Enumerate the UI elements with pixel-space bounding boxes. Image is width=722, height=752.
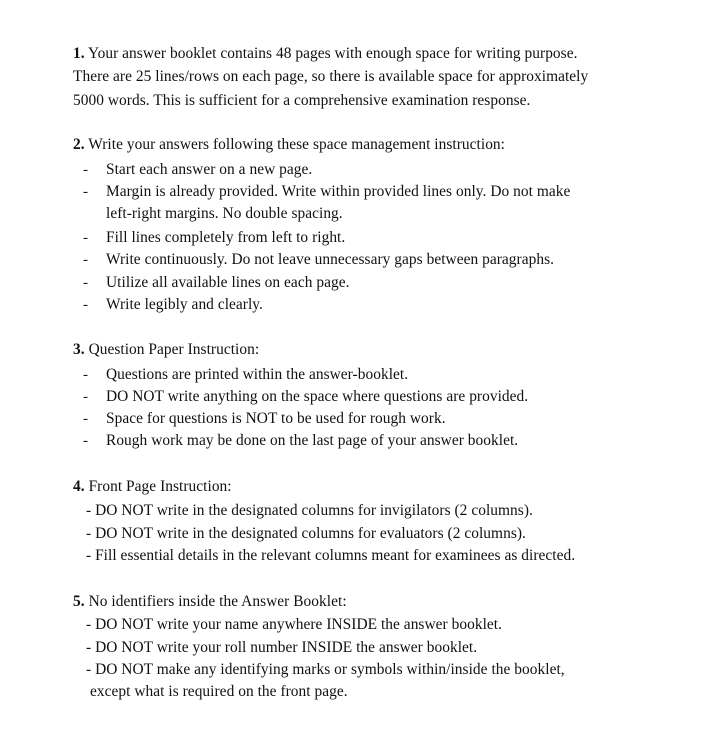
section-5-item-1: - DO NOT write your name anywhere INSIDE the answer booklet. (86, 616, 503, 633)
section-3-heading-line (73, 339, 259, 361)
section-3-bullet-1: Questions are printed within the answer-booklet. (106, 366, 409, 383)
section-2-bullet-3-marker: - (83, 230, 88, 246)
section-2-bullet-2-line-2: left-right margins. No double spacing. (106, 205, 343, 222)
section-2-bullet-2-marker: - (83, 184, 88, 200)
section-2-bullet-6-marker: - (83, 297, 88, 313)
section-5-item-3-continued: except what is required on the front page. (90, 683, 348, 700)
section-1-line-2: There are 25 lines/rows on each page, so there is available space for approximately (73, 68, 589, 85)
section-3-bullet-3: Space for questions is NOT to be used for rough work. (106, 410, 446, 427)
section-4-number: 4. (73, 478, 85, 495)
section-1-line-1 (73, 43, 578, 65)
section-2-bullet-6: Write legibly and clearly. (106, 296, 263, 313)
section-3-bullet-3-marker: - (83, 411, 88, 427)
section-2-number: 2. (73, 136, 85, 153)
section-2-bullet-2-line-1: Margin is already provided. Write within provided lines only. Do not make (106, 183, 571, 200)
section-1-text-1: Your answer booklet contains 48 pages with enough space for writing purpose. (87, 45, 578, 62)
section-4-item-2: - DO NOT write in the designated columns for evaluators (2 columns). (86, 525, 526, 542)
section-2-bullet-3: Fill lines completely from left to right. (106, 229, 346, 246)
section-3-number: 3. (73, 341, 85, 358)
section-3-heading: Question Paper Instruction: (88, 341, 260, 358)
section-3-bullet-2-marker: - (83, 389, 88, 405)
section-2-bullet-5-marker: - (83, 275, 88, 291)
section-5-item-2: - DO NOT write your roll number INSIDE the answer booklet. (86, 639, 478, 656)
section-4-heading: Front Page Instruction: (88, 478, 232, 495)
section-2-bullet-1: Start each answer on a new page. (106, 161, 313, 178)
section-1-number: 1. (73, 45, 85, 62)
section-5-heading-line (73, 591, 347, 613)
section-4-heading-line (73, 476, 232, 498)
section-2-heading-line (73, 134, 505, 156)
section-2-bullet-4-marker: - (83, 252, 88, 268)
section-1-line-3: 5000 words. This is sufficient for a comprehensive examination response. (73, 92, 531, 109)
section-2-bullet-4: Write continuously. Do not leave unnecessary gaps between paragraphs. (106, 251, 555, 268)
section-4-item-3: - Fill essential details in the relevant columns meant for examinees as directed. (86, 547, 576, 564)
section-3-bullet-4-marker: - (83, 433, 88, 449)
section-2-heading: Write your answers following these space management instruction: (88, 136, 506, 153)
section-5-number: 5. (73, 593, 85, 610)
section-4-item-1: - DO NOT write in the designated columns for invigilators (2 columns). (86, 502, 533, 519)
section-3-bullet-2: DO NOT write anything on the space where questions are provided. (106, 388, 529, 405)
section-3-bullet-1-marker: - (83, 367, 88, 383)
section-2-bullet-5: Utilize all available lines on each page. (106, 274, 350, 291)
section-5-heading: No identifiers inside the Answer Booklet: (88, 593, 347, 610)
section-2-bullet-1-marker: - (83, 162, 88, 178)
section-5-item-3: - DO NOT make any identifying marks or symbols within/inside the booklet, (86, 661, 565, 678)
section-3-bullet-4: Rough work may be done on the last page of your answer booklet. (106, 432, 519, 449)
